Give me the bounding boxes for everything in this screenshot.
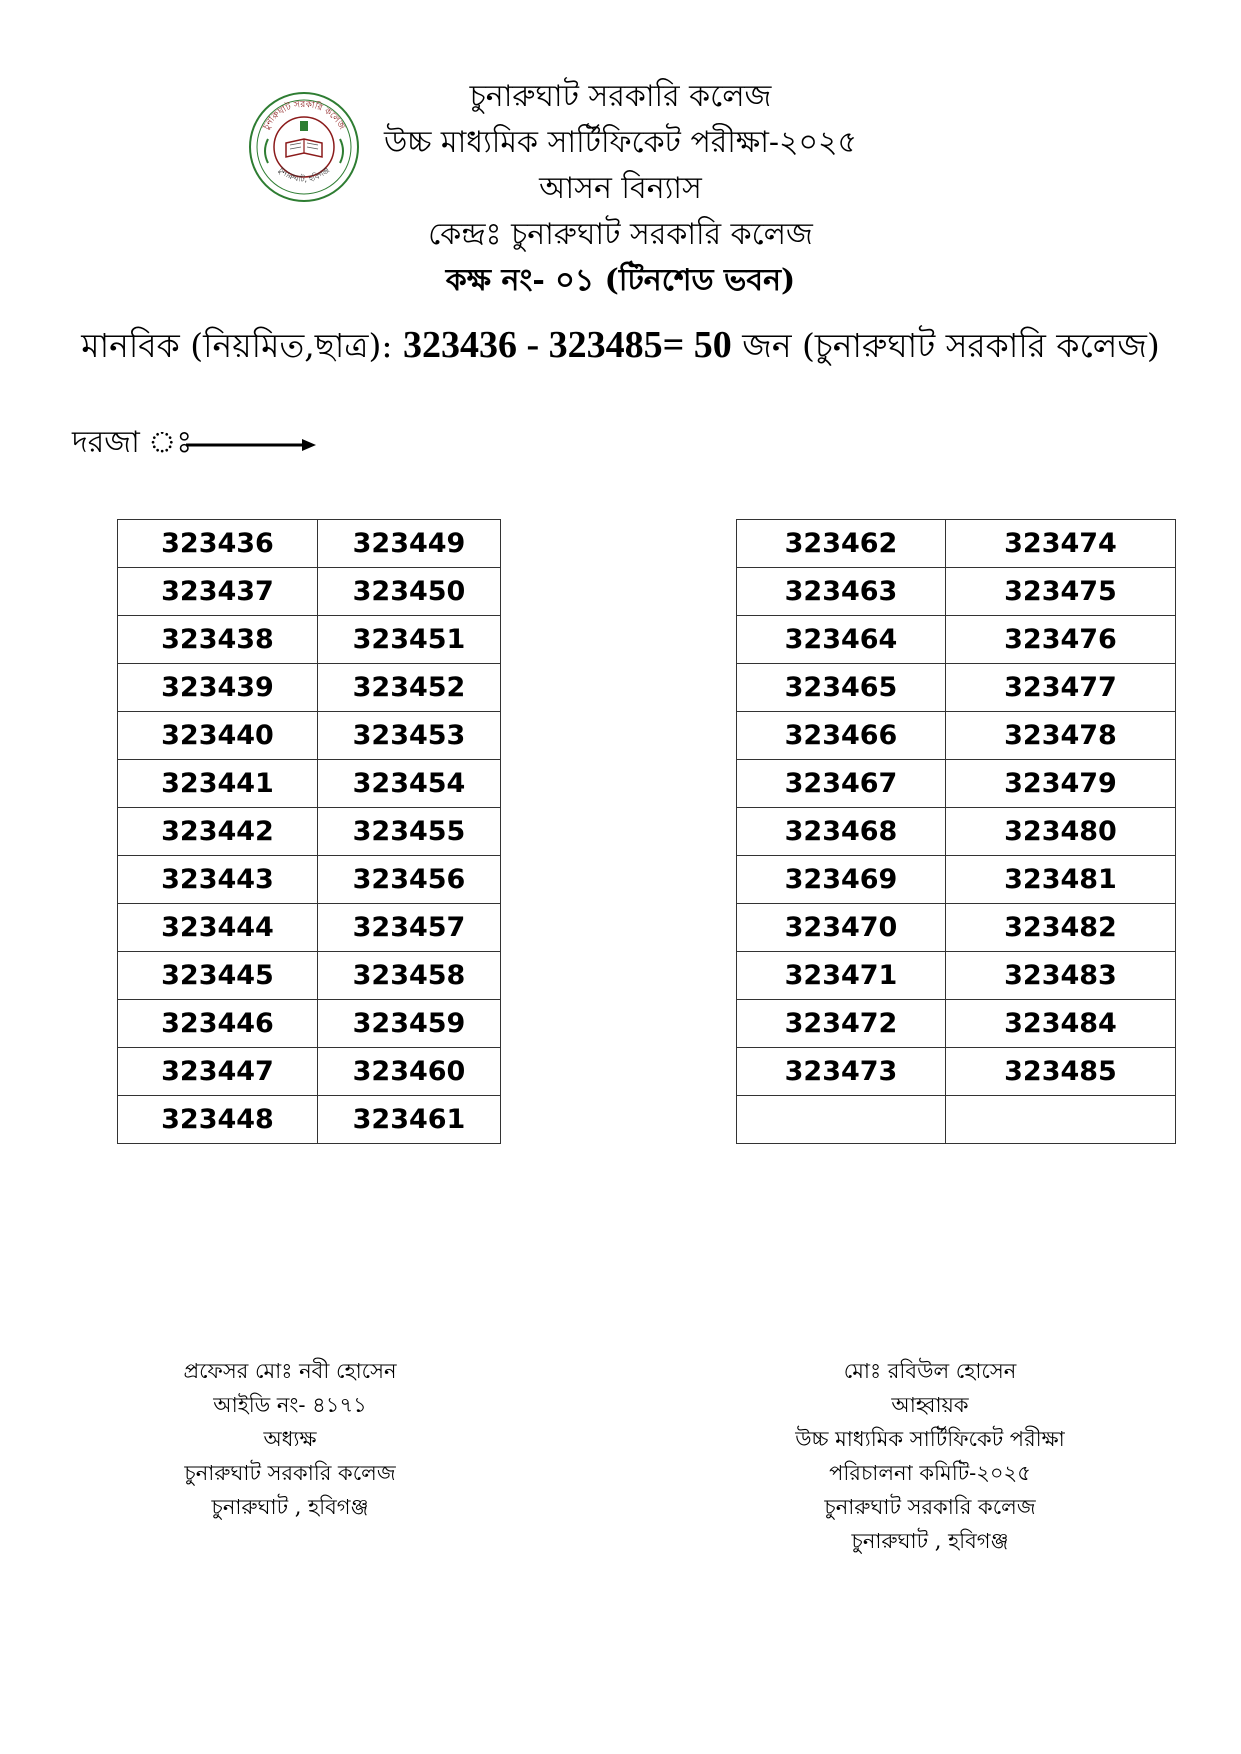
roll-number-cell: 323480 (946, 808, 1176, 856)
roll-number-cell (946, 1096, 1176, 1144)
roll-number-cell: 323469 (737, 856, 946, 904)
convener-committee-line1: উচ্চ মাধ্যমিক সার্টিফিকেট পরীক্ষা (795, 1427, 1065, 1451)
roll-number-cell: 323455 (318, 808, 501, 856)
roll-number-cell: 323442 (118, 808, 318, 856)
roll-number-cell: 323466 (737, 712, 946, 760)
seat-row (737, 616, 1176, 664)
seat-row (737, 856, 1176, 904)
arrow-right-icon (186, 439, 316, 451)
roll-number-cell: 323475 (946, 568, 1176, 616)
seat-row (118, 616, 501, 664)
seat-row (737, 664, 1176, 712)
seat-row (737, 1096, 1176, 1144)
seat-row (118, 856, 501, 904)
seat-row (737, 808, 1176, 856)
roll-number-cell: 323437 (118, 568, 318, 616)
college-name: চুনারুঘাট সরকারি কলেজ (469, 79, 772, 114)
seat-row (118, 664, 501, 712)
seat-row (118, 712, 501, 760)
roll-number-cell: 323451 (318, 616, 501, 664)
seat-row (737, 904, 1176, 952)
door-label: দরজা ঃ (72, 425, 193, 460)
roll-number-cell: 323478 (946, 712, 1176, 760)
roll-number-cell: 323443 (118, 856, 318, 904)
roll-number-cell: 323449 (318, 520, 501, 568)
convener-name: মোঃ রবিউল হোসেন (843, 1359, 1017, 1383)
roll-number-cell: 323450 (318, 568, 501, 616)
roll-number-cell: 323464 (737, 616, 946, 664)
roll-number-cell: 323474 (946, 520, 1176, 568)
roll-number-cell: 323446 (118, 1000, 318, 1048)
roll-number-cell: 323465 (737, 664, 946, 712)
roll-number-cell: 323477 (946, 664, 1176, 712)
roll-number-cell: 323454 (318, 760, 501, 808)
seat-row (737, 520, 1176, 568)
roll-number-cell: 323456 (318, 856, 501, 904)
roll-number-cell: 323458 (318, 952, 501, 1000)
roll-number-cell: 323452 (318, 664, 501, 712)
roll-number-cell: 323470 (737, 904, 946, 952)
roll-number-cell: 323473 (737, 1048, 946, 1096)
seat-row (118, 1048, 501, 1096)
roll-number-cell: 323482 (946, 904, 1176, 952)
roll-number-cell: 323444 (118, 904, 318, 952)
principal-org: চুনারুঘাট সরকারি কলেজ (184, 1461, 396, 1485)
roll-number-cell: 323472 (737, 1000, 946, 1048)
logo-text-top: চুনারুঘাট সরকারি কলেজ (261, 99, 347, 132)
seat-row (737, 1000, 1176, 1048)
principal-id: আইডি নং- ৪১৭১ (213, 1393, 367, 1417)
principal-title: অধ্যক্ষ (263, 1427, 317, 1451)
room-number: কক্ষ নং- ০১ (টিনশেড ভবন) (445, 263, 796, 298)
seating-table-left (117, 519, 501, 1144)
signature-block-principal (150, 1354, 430, 1524)
roll-number-cell: 323447 (118, 1048, 318, 1096)
roll-number-cell: 323484 (946, 1000, 1176, 1048)
seat-row (737, 568, 1176, 616)
roll-number-cell: 323440 (118, 712, 318, 760)
roll-number-cell: 323481 (946, 856, 1176, 904)
principal-name: প্রফেসর মোঃ নবী হোসেন (183, 1359, 397, 1383)
roll-number-cell: 323460 (318, 1048, 501, 1096)
subject-suffix: জন (চুনারুঘাট সরকারি কলেজ) (731, 326, 1160, 365)
signature-block-convener (760, 1354, 1100, 1558)
roll-number-cell: 323439 (118, 664, 318, 712)
document-type: আসন বিন্যাস (539, 171, 702, 206)
seat-row (118, 952, 501, 1000)
roll-number-cell: 323457 (318, 904, 501, 952)
convener-committee-line2: পরিচালনা কমিটি-২০২৫ (829, 1461, 1031, 1485)
roll-number-cell: 323448 (118, 1096, 318, 1144)
exam-title: উচ্চ মাধ্যমিক সার্টিফিকেট পরীক্ষা-২০২৫ (383, 125, 858, 160)
roll-number-cell: 323459 (318, 1000, 501, 1048)
seat-row (737, 1048, 1176, 1096)
convener-place: চুনারুঘাট , হবিগঞ্জ (851, 1529, 1009, 1553)
roll-number-cell: 323476 (946, 616, 1176, 664)
roll-number-cell: 323453 (318, 712, 501, 760)
document-header (0, 74, 1241, 304)
subject-prefix: মানবিক (নিয়মিত,ছাত্র): (81, 326, 403, 365)
seat-row (737, 760, 1176, 808)
roll-number-cell: 323471 (737, 952, 946, 1000)
logo-text-bottom: চুনারুঘাট, হবিগঞ্জ (276, 165, 332, 184)
seat-row (118, 904, 501, 952)
roll-number-cell: 323483 (946, 952, 1176, 1000)
exam-center: কেন্দ্রঃ চুনারুঘাট সরকারি কলেজ (428, 217, 813, 252)
roll-number-cell: 323461 (318, 1096, 501, 1144)
roll-number-cell: 323445 (118, 952, 318, 1000)
seat-row (118, 1000, 501, 1048)
seat-row (737, 712, 1176, 760)
seating-table-right (736, 519, 1176, 1144)
roll-number-cell: 323438 (118, 616, 318, 664)
seat-row (118, 568, 501, 616)
seat-row (118, 808, 501, 856)
roll-number-cell: 323485 (946, 1048, 1176, 1096)
seat-row (118, 1096, 501, 1144)
seat-row (737, 952, 1176, 1000)
seat-row (118, 520, 501, 568)
subject-range-line (0, 320, 1241, 376)
principal-place: চুনারুঘাট , হবিগঞ্জ (211, 1495, 369, 1519)
convener-org: চুনারুঘাট সরকারি কলেজ (824, 1495, 1036, 1519)
roll-number-cell: 323441 (118, 760, 318, 808)
roll-number-cell: 323467 (737, 760, 946, 808)
seat-row (118, 760, 501, 808)
convener-title: আহ্বায়ক (891, 1393, 969, 1417)
roll-number-cell: 323468 (737, 808, 946, 856)
roll-number-cell: 323463 (737, 568, 946, 616)
roll-range: 323436 - 323485= 50 (403, 324, 732, 366)
roll-number-cell: 323462 (737, 520, 946, 568)
roll-number-cell: 323436 (118, 520, 318, 568)
roll-number-cell: 323479 (946, 760, 1176, 808)
roll-number-cell (737, 1096, 946, 1144)
